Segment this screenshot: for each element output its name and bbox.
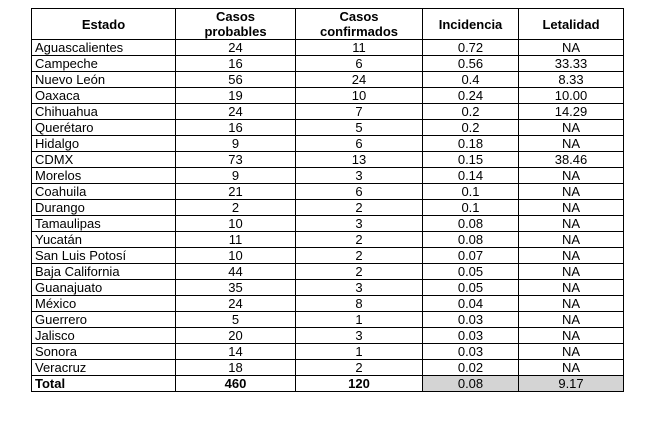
cell-letalidad: 10.00 [519,88,624,104]
cell-letalidad: 38.46 [519,152,624,168]
table-row [32,264,624,280]
cell-casos-confirmados: 3 [296,280,423,296]
table-row [32,216,624,232]
cell-incidencia: 0.05 [423,264,519,280]
table-row [32,360,624,376]
table-row [32,200,624,216]
cell-incidencia: 0.04 [423,296,519,312]
cell-incidencia: 0.72 [423,40,519,56]
cell-letalidad: NA [519,136,624,152]
cell-incidencia: 0.4 [423,72,519,88]
cell-casos-probables: 16 [176,56,296,72]
cell-casos-confirmados: 2 [296,248,423,264]
cell-casos-probables: 9 [176,136,296,152]
cell-letalidad: NA [519,280,624,296]
cell-letalidad: NA [519,264,624,280]
table-row [32,312,624,328]
cell-estado: México [32,296,176,312]
cell-casos-confirmados: 13 [296,152,423,168]
cell-casos-probables: 11 [176,232,296,248]
table-row [32,56,624,72]
cell-estado: Oaxaca [32,88,176,104]
table-row [32,168,624,184]
cell-letalidad: NA [519,184,624,200]
header-letalidad: Letalidad [519,9,624,40]
cell-letalidad: NA [519,232,624,248]
table-row [32,40,624,56]
cell-casos-confirmados: 8 [296,296,423,312]
cell-casos-confirmados: 3 [296,216,423,232]
cell-letalidad: 8.33 [519,72,624,88]
cell-casos-confirmados: 1 [296,344,423,360]
cell-casos-probables: 10 [176,216,296,232]
table-row [32,328,624,344]
cell-casos-confirmados: 2 [296,200,423,216]
table-row [32,232,624,248]
cell-incidencia: 0.03 [423,328,519,344]
cell-casos-probables: 21 [176,184,296,200]
table-row [32,104,624,120]
cases-table [31,8,624,392]
cell-estado: Chihuahua [32,104,176,120]
table-row [32,88,624,104]
cell-estado: Jalisco [32,328,176,344]
table-row [32,344,624,360]
cell-casos-probables: 35 [176,280,296,296]
cell-casos-confirmados: 6 [296,136,423,152]
cell-letalidad: NA [519,200,624,216]
cell-letalidad: NA [519,120,624,136]
cell-casos-probables: 73 [176,152,296,168]
cell-incidencia: 0.07 [423,248,519,264]
cell-letalidad: 33.33 [519,56,624,72]
cell-casos-confirmados: 24 [296,72,423,88]
cell-incidencia: 0.03 [423,344,519,360]
cell-incidencia: 0.02 [423,360,519,376]
table-row [32,184,624,200]
cell-estado: Nuevo León [32,72,176,88]
cell-estado: Guanajuato [32,280,176,296]
table-row [32,136,624,152]
cell-casos-confirmados: 1 [296,312,423,328]
cell-casos-probables: 16 [176,120,296,136]
cell-casos-probables: 24 [176,40,296,56]
total-incidencia: 0.08 [423,376,519,392]
cell-estado: Baja California [32,264,176,280]
cell-incidencia: 0.2 [423,104,519,120]
cell-estado: Durango [32,200,176,216]
cell-incidencia: 0.1 [423,200,519,216]
total-label: Total [32,376,176,392]
cell-letalidad: NA [519,312,624,328]
cell-estado: Tamaulipas [32,216,176,232]
cell-estado: CDMX [32,152,176,168]
cell-letalidad: NA [519,40,624,56]
cell-casos-confirmados: 2 [296,264,423,280]
cell-estado: Yucatán [32,232,176,248]
cell-casos-probables: 14 [176,344,296,360]
cell-casos-confirmados: 6 [296,184,423,200]
total-row [32,376,624,392]
cell-estado: Coahuila [32,184,176,200]
cell-incidencia: 0.2 [423,120,519,136]
cell-letalidad: NA [519,216,624,232]
cell-casos-probables: 44 [176,264,296,280]
cell-casos-confirmados: 2 [296,360,423,376]
cell-estado: Sonora [32,344,176,360]
total-letalidad: 9.17 [519,376,624,392]
total-probables: 460 [176,376,296,392]
cell-letalidad: NA [519,328,624,344]
cell-casos-confirmados: 5 [296,120,423,136]
cell-estado: Aguascalientes [32,40,176,56]
cell-casos-probables: 24 [176,104,296,120]
cell-casos-confirmados: 3 [296,328,423,344]
cell-casos-probables: 9 [176,168,296,184]
header-estado: Estado [32,9,176,40]
table-row [32,72,624,88]
cell-estado: San Luis Potosí [32,248,176,264]
cell-casos-confirmados: 3 [296,168,423,184]
cell-incidencia: 0.08 [423,232,519,248]
table-row [32,152,624,168]
cell-incidencia: 0.18 [423,136,519,152]
cell-estado: Hidalgo [32,136,176,152]
total-confirmados: 120 [296,376,423,392]
cell-estado: Veracruz [32,360,176,376]
cell-casos-probables: 2 [176,200,296,216]
cell-casos-confirmados: 6 [296,56,423,72]
cell-letalidad: NA [519,360,624,376]
cell-casos-confirmados: 2 [296,232,423,248]
cell-estado: Guerrero [32,312,176,328]
cell-incidencia: 0.14 [423,168,519,184]
cell-incidencia: 0.1 [423,184,519,200]
header-casos-probables: Casos probables [176,9,296,40]
table-header-row [32,9,624,40]
table-row [32,120,624,136]
cell-casos-probables: 24 [176,296,296,312]
cell-incidencia: 0.15 [423,152,519,168]
header-incidencia: Incidencia [423,9,519,40]
cell-incidencia: 0.08 [423,216,519,232]
cell-estado: Campeche [32,56,176,72]
cell-letalidad: NA [519,344,624,360]
cell-casos-probables: 56 [176,72,296,88]
cell-incidencia: 0.24 [423,88,519,104]
cell-letalidad: NA [519,296,624,312]
cell-incidencia: 0.56 [423,56,519,72]
table-row [32,296,624,312]
cell-letalidad: NA [519,248,624,264]
cell-incidencia: 0.03 [423,312,519,328]
table-row [32,248,624,264]
cell-casos-probables: 10 [176,248,296,264]
cell-letalidad: 14.29 [519,104,624,120]
cell-casos-confirmados: 10 [296,88,423,104]
cell-casos-probables: 5 [176,312,296,328]
cell-casos-probables: 20 [176,328,296,344]
cell-incidencia: 0.05 [423,280,519,296]
table-row [32,280,624,296]
header-casos-confirmados: Casos confirmados [296,9,423,40]
cell-casos-confirmados: 7 [296,104,423,120]
cell-letalidad: NA [519,168,624,184]
cell-casos-probables: 18 [176,360,296,376]
cell-estado: Morelos [32,168,176,184]
cell-casos-confirmados: 11 [296,40,423,56]
cell-estado: Querétaro [32,120,176,136]
cell-casos-probables: 19 [176,88,296,104]
